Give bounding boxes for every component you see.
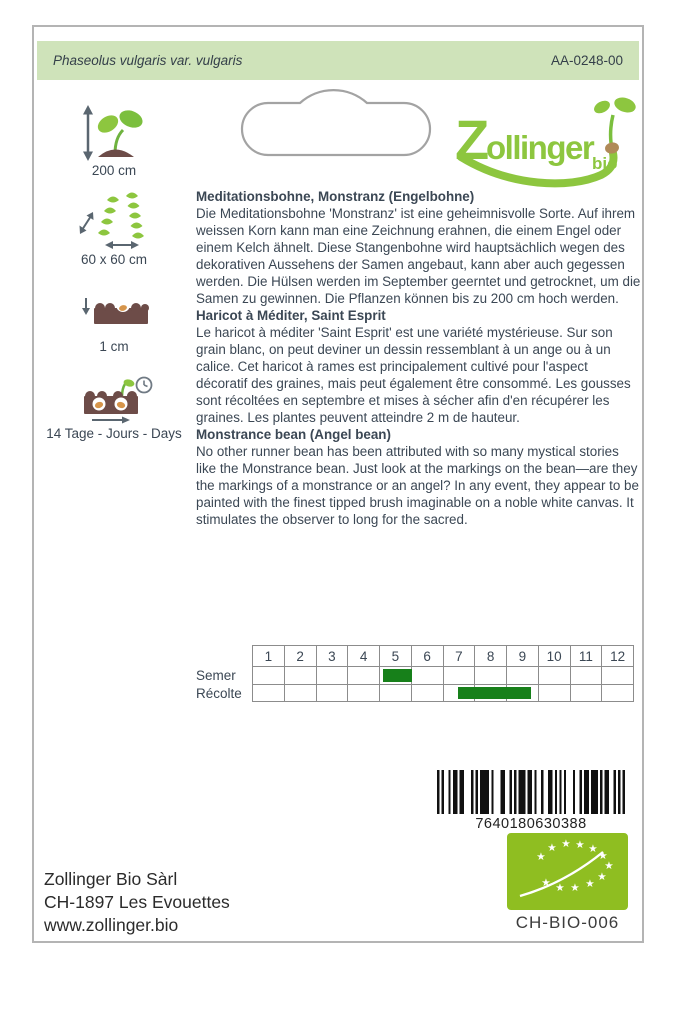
germination-time-value: 14 Tage - Jours - Days (46, 426, 182, 441)
calendar-month-cell: 12 (602, 646, 634, 667)
calendar-cell (539, 667, 571, 685)
svg-text:★: ★ (597, 871, 607, 883)
calendar-month-cell: 6 (412, 646, 444, 667)
company-address-block (44, 868, 230, 937)
calendar-activity-bar (383, 669, 412, 682)
logo-sprout-leaf (592, 98, 612, 116)
svg-text:★: ★ (547, 842, 557, 854)
logo-sprout-stem (611, 115, 613, 143)
svg-text:★: ★ (575, 839, 585, 851)
svg-text:★: ★ (561, 838, 571, 850)
plant-spacing-icon (74, 192, 152, 254)
calendar-month-cell: 3 (317, 646, 349, 667)
calendar-cell (444, 667, 476, 685)
plant-height-value: 200 cm (91, 163, 137, 178)
calendar-cell (412, 685, 444, 703)
description-block (196, 188, 642, 528)
calendar-cell (317, 667, 349, 685)
description-body-en: No other runner bean has been attributed with so many mystical stories like the Monstrance bean. Just look at the markings on the bean—are they the markings of a monstrance or an angel? In any event, they appear to be painted with the finest tipped brush imaginable on a noble white canvas. It stimulates the observer to long for the sacred. (196, 444, 639, 527)
calendar-cell (348, 685, 380, 703)
barcode-icon (437, 770, 625, 814)
calendar-cell (412, 667, 444, 685)
calendar-cell (253, 667, 285, 685)
calendar-cell (507, 667, 539, 685)
zollinger-logo (455, 93, 640, 195)
svg-text:ollinger: ollinger (486, 129, 594, 166)
calendar-cell (571, 685, 603, 703)
calendar-cell (285, 667, 317, 685)
packet-card (32, 25, 644, 943)
description-title-en: Monstrance bean (Angel bean) (196, 427, 391, 442)
company-name: Zollinger Bio Sàrl (44, 869, 178, 889)
company-city: CH-1897 Les Evouettes (44, 892, 230, 912)
company-website: www.zollinger.bio (44, 915, 179, 935)
plant-height-icon (78, 104, 148, 162)
calendar-cell (285, 685, 317, 703)
calendar-cell (602, 667, 634, 685)
svg-text:★: ★ (598, 850, 608, 862)
description-body-de: Die Meditationsbohne 'Monstranz' ist eine geheimnisvolle Sorte. Auf ihrem weissen Korn kann man eine Zeichnung erahnen, die einem Engel oder einem Kelch ähnelt. Diese Stangenbohne wird hauptsächlich wegen des dekorativen Aussehens der Samen angebaut, kann aber auch gegessen werden. Die Hülsen werden im September geerntet und getrocknet, um die Samen zu gewinnen. Die Pflanzen können bis zu 200 cm hoch werden. (196, 206, 641, 306)
calendar-cell (348, 667, 380, 685)
description-title-de: Meditationsbohne, Monstranz (Engelbohne) (196, 189, 475, 204)
sowing-depth-icon (76, 296, 150, 324)
description-title-fr: Haricot à Méditer, Saint Esprit (196, 308, 386, 323)
calendar-month-cell: 1 (253, 646, 285, 667)
calendar-cell (539, 685, 571, 703)
logo-bio-text: bio (592, 154, 618, 173)
calendar-row-label: Semer (196, 668, 236, 684)
svg-text:★: ★ (570, 882, 580, 894)
calendar-cell (475, 667, 507, 685)
calendar-month-cell: 8 (475, 646, 507, 667)
botanical-name: Phaseolus vulgaris var. vulgaris (53, 53, 243, 68)
calendar-month-cell: 11 (571, 646, 603, 667)
calendar-activity-bar (458, 687, 531, 700)
calendar-month-cell: 2 (285, 646, 317, 667)
calendar-cell (602, 685, 634, 703)
calendar-label-spacer (196, 645, 252, 667)
calendar-row-label: Récolte (196, 685, 242, 701)
article-code: AA-0248-00 (550, 53, 623, 68)
logo-seed (604, 141, 620, 154)
plant-spacing-value: 60 x 60 cm (80, 252, 148, 267)
svg-text:★: ★ (536, 851, 546, 863)
svg-text:★: ★ (585, 878, 595, 890)
sowing-depth-value: 1 cm (99, 339, 129, 354)
calendar-cell (253, 685, 285, 703)
calendar-month-cell: 7 (444, 646, 476, 667)
calendar-cell (380, 685, 412, 703)
logo-sprout-leaf (612, 95, 637, 115)
svg-text:★: ★ (588, 843, 598, 855)
svg-text:Z: Z (455, 108, 488, 171)
calendar-month-cell: 9 (507, 646, 539, 667)
header-bar (37, 41, 639, 80)
calendar-month-cell: 10 (539, 646, 571, 667)
svg-text:★: ★ (555, 882, 565, 894)
svg-text:★: ★ (541, 877, 551, 889)
svg-text:★: ★ (604, 860, 614, 872)
organic-certification-code: CH-BIO-006 (515, 913, 620, 932)
calendar-cell (571, 667, 603, 685)
calendar-month-cell: 5 (380, 646, 412, 667)
eu-organic-leaf-logo (507, 833, 628, 910)
germination-time-icon (72, 376, 158, 424)
barcode-digits: 7640180630388 (475, 816, 587, 832)
calendar-cell (317, 685, 349, 703)
sowing-calendar (196, 645, 634, 702)
calendar-month-cell: 4 (348, 646, 380, 667)
euro-hang-slot-icon (238, 86, 434, 158)
description-body-fr: Le haricot à méditer 'Saint Esprit' est une variété mystérieuse. Sur son grain blanc, on peut deviner un dessin ressemblant à un ange ou à un calice. Cet haricot à rames est principalement cultivé pour l'aspect décoratif des graines, mais peut également être consommé. Les gousses sont récoltées en septembre et mises à sécher afin d'en récupérer les graines. Les plantes peuvent atteindre 2 m de hauteur. (196, 325, 631, 425)
